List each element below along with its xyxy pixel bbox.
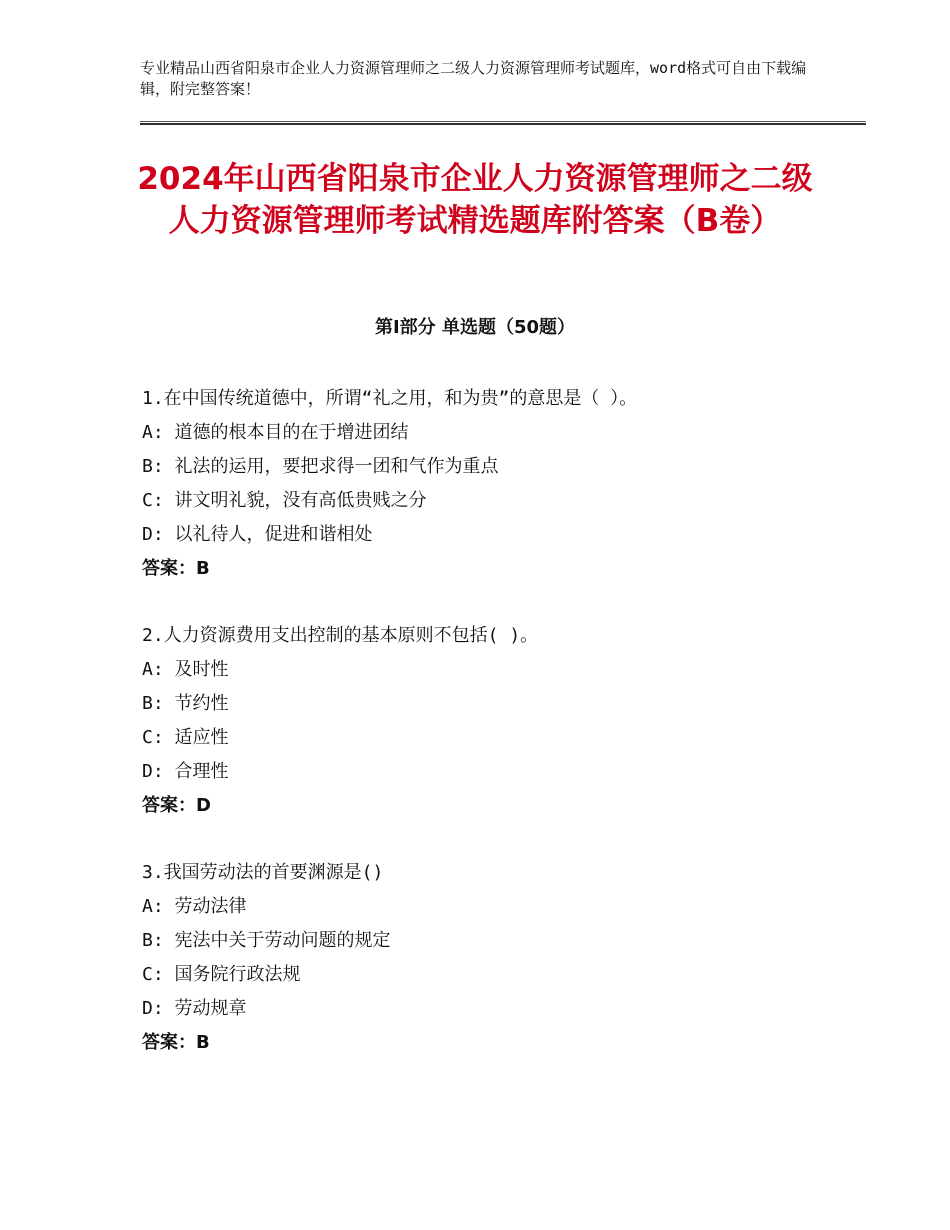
- question-stem: 1.在中国传统道德中，所谓“礼之用，和为贵”的意思是（ ）。: [142, 388, 638, 409]
- question-1: [142, 382, 842, 586]
- answer: 答案：B: [142, 1032, 210, 1053]
- option-c: C: 适应性: [142, 727, 229, 748]
- option-b: B: 礼法的运用，要把求得一团和气作为重点: [142, 456, 499, 477]
- header-divider: [140, 121, 866, 125]
- document-title: 2024年山西省阳泉市企业人力资源管理师之二级人力资源管理师考试精选题库附答案（B卷）: [137, 161, 813, 239]
- question-2: [142, 619, 842, 823]
- question-stem: 2.人力资源费用支出控制的基本原则不包括( )。: [142, 625, 539, 646]
- answer: 答案：B: [142, 558, 210, 579]
- option-d: D: 合理性: [142, 761, 229, 782]
- question-3: [142, 856, 842, 1060]
- option-d: D: 以礼待人，促进和谐相处: [142, 524, 373, 545]
- option-a: A: 道德的根本目的在于增进团结: [142, 422, 409, 443]
- answer: 答案：D: [142, 795, 211, 816]
- option-b: B: 节约性: [142, 693, 229, 714]
- option-b: B: 宪法中关于劳动问题的规定: [142, 930, 391, 951]
- option-c: C: 讲文明礼貌，没有高低贵贱之分: [142, 490, 427, 511]
- option-a: A: 劳动法律: [142, 896, 247, 917]
- section-title: 第Ⅰ部分 单选题（50题）: [374, 317, 575, 338]
- option-a: A: 及时性: [142, 659, 229, 680]
- question-stem: 3.我国劳动法的首要渊源是(): [142, 862, 384, 883]
- option-d: D: 劳动规章: [142, 998, 247, 1019]
- header-note: 专业精品山西省阳泉市企业人力资源管理师之二级人力资源管理师考试题库，word格式可自由下载编辑，附完整答案！: [140, 59, 807, 98]
- option-c: C: 国务院行政法规: [142, 964, 301, 985]
- question-list: [142, 382, 842, 1093]
